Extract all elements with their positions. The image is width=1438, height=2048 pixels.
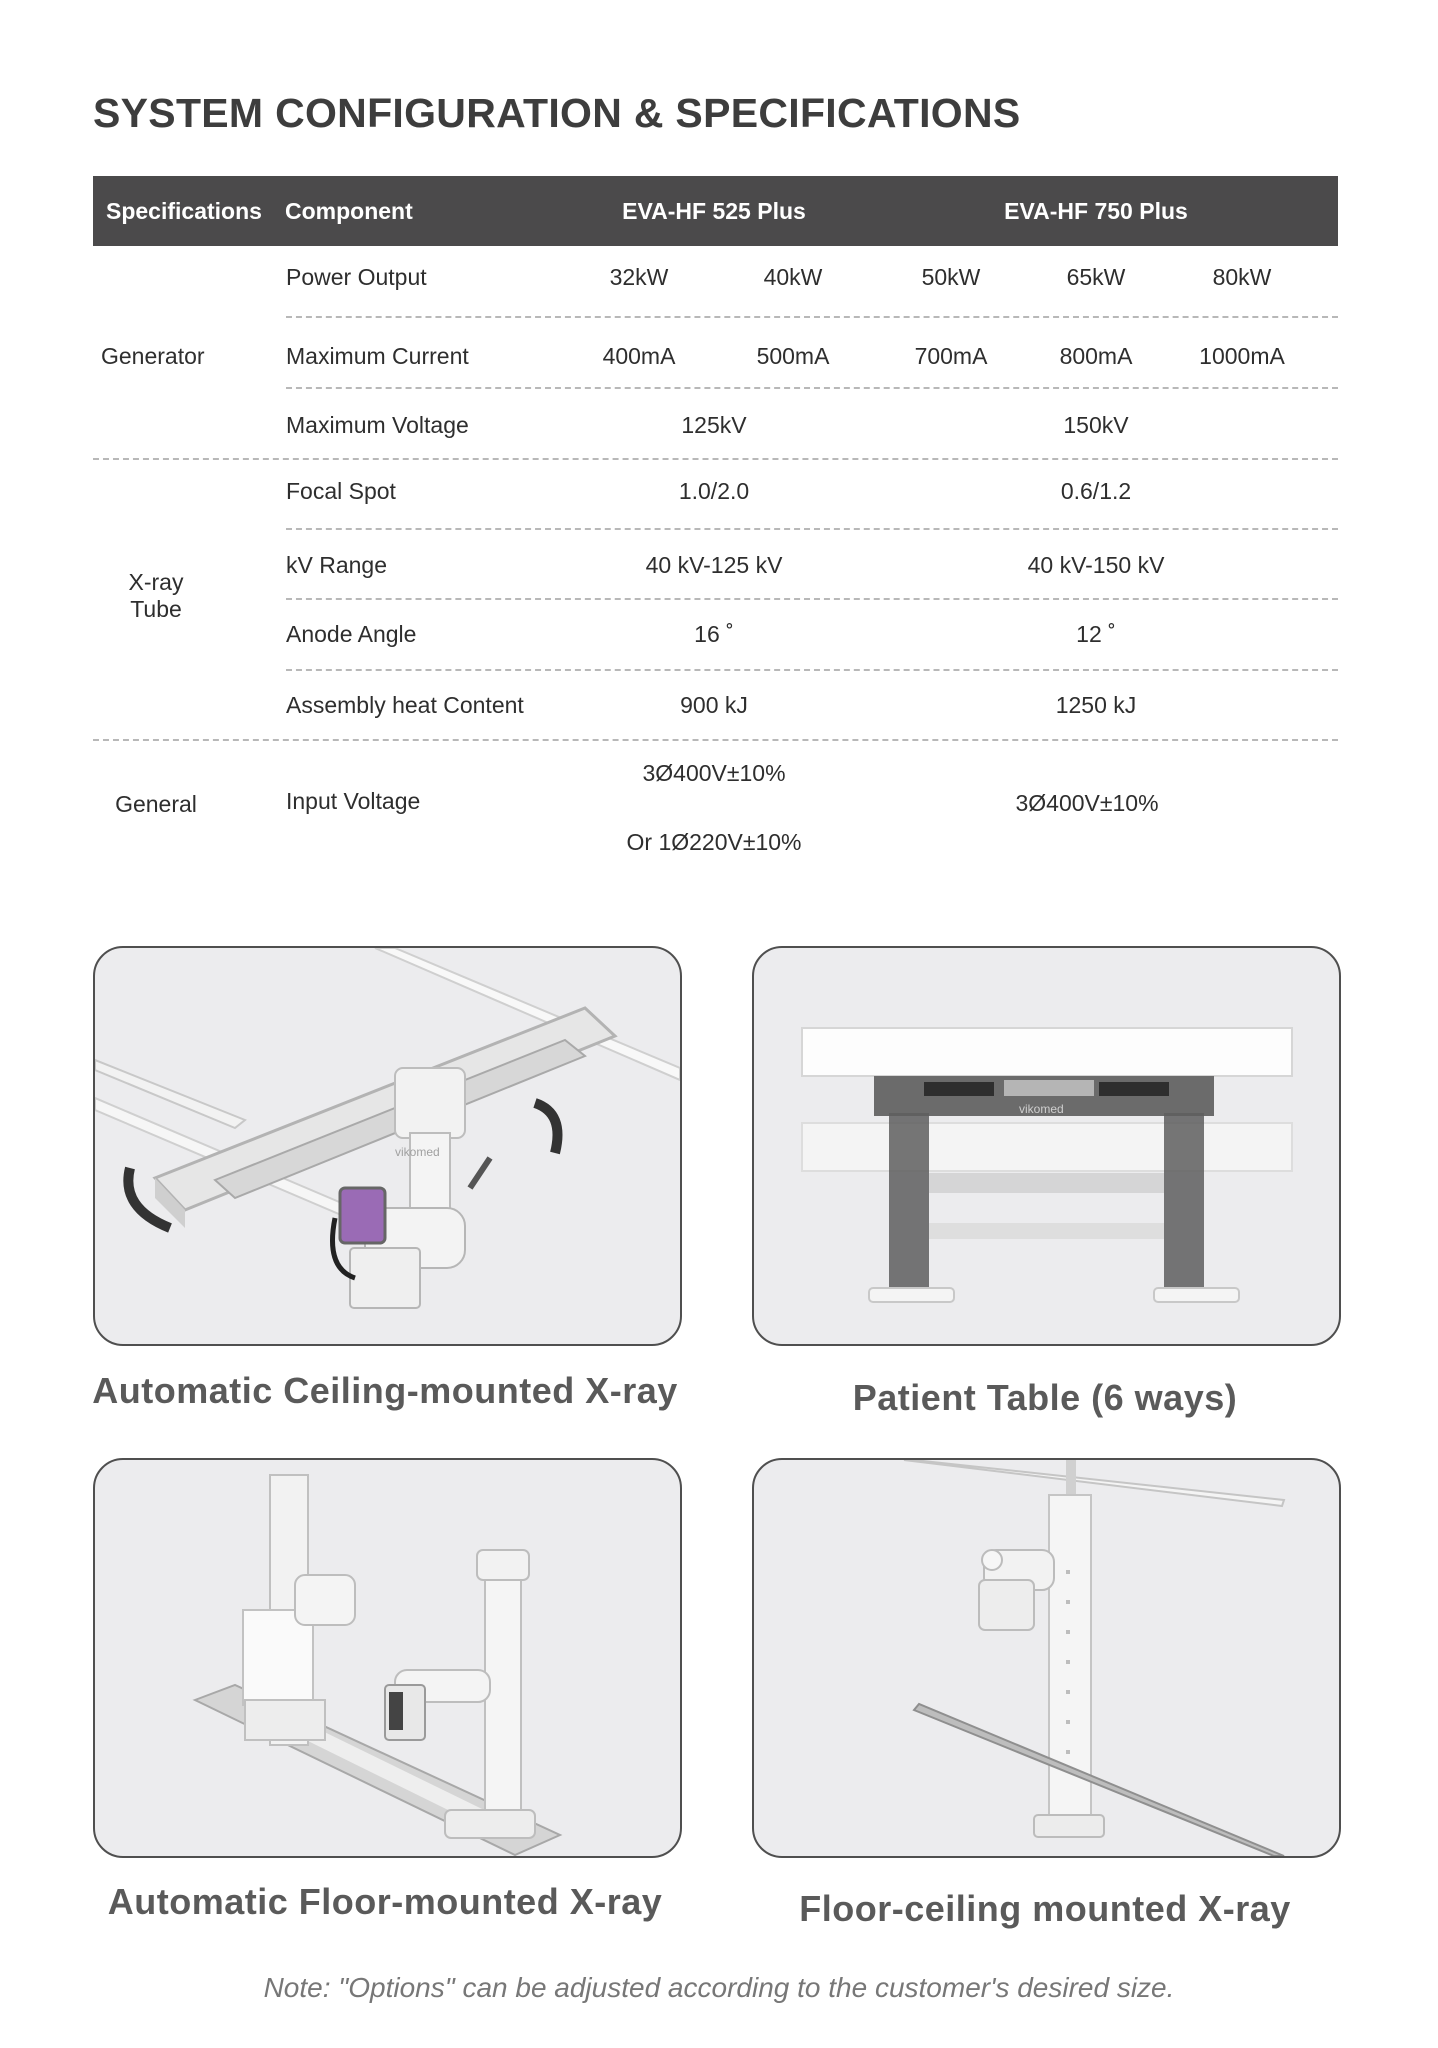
table-cell: 80kW xyxy=(1212,264,1272,290)
ceiling-xray-caption: Automatic Ceiling-mounted X-ray xyxy=(92,1370,678,1411)
row-label: Maximum Current xyxy=(286,343,469,369)
row-label: Power Output xyxy=(286,264,427,290)
row-label: Assembly heat Content xyxy=(286,692,524,718)
ceiling-xray-image xyxy=(93,946,682,1346)
header-component: Component xyxy=(285,198,413,224)
row-divider xyxy=(286,316,1338,318)
floor-ceiling-xray-image xyxy=(752,1458,1341,1858)
floor-xray-image xyxy=(93,1458,682,1858)
table-cell: 1000mA xyxy=(1199,343,1285,369)
table-cell: 700mA xyxy=(914,343,988,369)
row-divider xyxy=(286,669,1338,671)
floor-xray-caption: Automatic Floor-mounted X-ray xyxy=(107,1881,663,1922)
table-cell: 40 kV-150 kV xyxy=(1027,552,1165,578)
group-divider xyxy=(93,739,1338,741)
row-label: Anode Angle xyxy=(286,621,417,647)
table-cell: 32kW xyxy=(609,264,669,290)
table-cell: 3Ø400V±10% xyxy=(1015,790,1159,816)
spec-table xyxy=(93,176,1338,855)
row-divider xyxy=(286,387,1338,389)
table-cell: 16 ˚ xyxy=(694,621,734,647)
table-cell: 1.0/2.0 xyxy=(678,478,750,504)
brand-logo: vikomed xyxy=(395,1145,440,1159)
table-cell: 125kV xyxy=(681,412,747,438)
table-cell: 900 kJ xyxy=(680,692,748,718)
page-title: SYSTEM CONFIGURATION & SPECIFICATIONS xyxy=(93,90,1021,136)
floor-ceiling-xray-caption: Floor-ceiling mounted X-ray xyxy=(799,1888,1291,1929)
table-cell: 65kW xyxy=(1066,264,1126,290)
table-cell: 12 ˚ xyxy=(1076,621,1116,647)
group-generator: Generator xyxy=(101,343,205,369)
table-cell: 1250 kJ xyxy=(1055,692,1137,718)
row-label: Focal Spot xyxy=(286,478,396,504)
table-cell: 40 kV-125 kV xyxy=(645,552,783,578)
row-label: Input Voltage xyxy=(286,788,421,814)
table-cell: 500mA xyxy=(756,343,830,369)
table-cell: 800mA xyxy=(1059,343,1133,369)
header-model-a: EVA-HF 525 Plus xyxy=(622,198,806,224)
row-divider xyxy=(286,528,1338,530)
group-general: General xyxy=(115,791,197,817)
patient-table-image xyxy=(752,946,1341,1346)
group-xray-tube xyxy=(129,569,184,623)
header-model-b: EVA-HF 750 Plus xyxy=(1004,198,1188,224)
table-cell: 400mA xyxy=(602,343,676,369)
group-xray-tube-line1: X-ray xyxy=(128,569,184,595)
patient-table-caption: Patient Table (6 ways) xyxy=(852,1377,1238,1418)
group-divider xyxy=(93,458,1338,460)
brand-logo: vikomed xyxy=(1019,1102,1064,1116)
footnote: Note: "Options" can be adjusted according to the customer's desired size. xyxy=(263,1972,1175,2003)
row-divider xyxy=(286,598,1338,600)
table-cell: 0.6/1.2 xyxy=(1060,478,1132,504)
table-cell: Or 1Ø220V±10% xyxy=(626,829,802,855)
row-label: Maximum Voltage xyxy=(286,412,469,438)
header-specifications: Specifications xyxy=(106,198,262,224)
table-cell: 40kW xyxy=(763,264,823,290)
table-header xyxy=(93,176,1338,246)
table-cell: 50kW xyxy=(921,264,981,290)
table-cell: 150kV xyxy=(1063,412,1129,438)
table-cell: 3Ø400V±10% xyxy=(642,760,786,786)
row-label: kV Range xyxy=(286,552,388,578)
group-xray-tube-line2: Tube xyxy=(130,596,182,622)
